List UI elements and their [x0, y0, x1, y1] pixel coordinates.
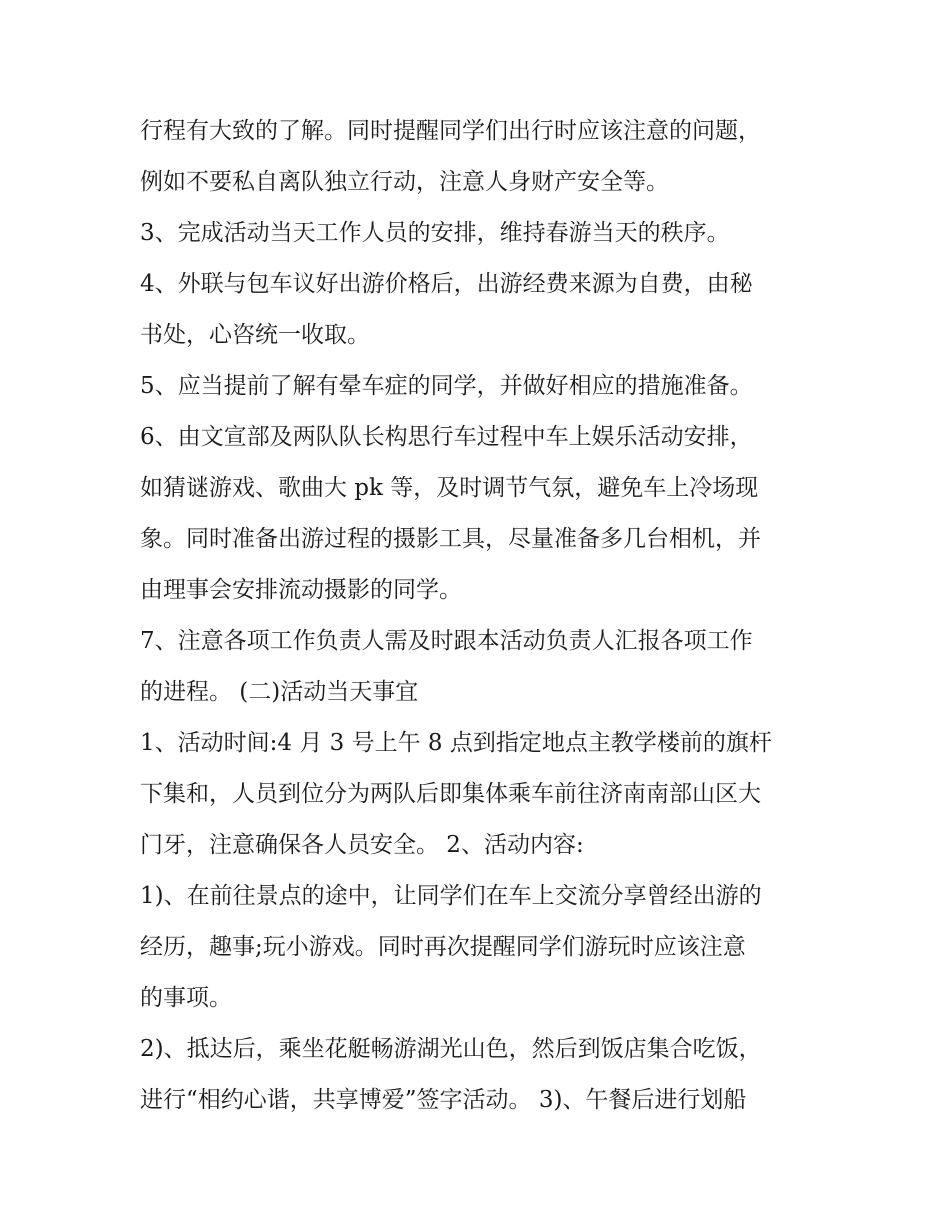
text-line: 书处，心咨统一收取。 [140, 322, 370, 348]
text-line: 进行“相约心谐，共享博爱”签字活动。 3)、午餐后进行划船 [140, 1087, 747, 1113]
text-line: 象。同时准备出游过程的摄影工具，尽量准备多几台相机，并 [140, 526, 761, 552]
text-line: 下集和，人员到位分为两队后即集体乘车前往济南南部山区大 [140, 781, 761, 807]
text-line: 例如不要私自离队独立行动，注意人身财产安全等。 [140, 169, 669, 195]
text-line: 经历，趣事;玩小游戏。同时再次提醒同学们游玩时应该注意 [140, 934, 746, 960]
text-line: 4、外联与包车议好出游价格后，出游经费来源为自费，由秘 [140, 271, 753, 297]
text-line: 的事项。 [140, 985, 232, 1011]
text-line: 6、由文宣部及两队队长构思行车过程中车上娱乐活动安排， [140, 424, 753, 450]
text-line: 2)、抵达后，乘坐花艇畅游湖光山色，然后到饭店集合吃饭， [140, 1036, 762, 1062]
body-text [140, 106, 840, 1126]
text-line: 3、完成活动当天工作人员的安排，维持春游当天的秩序。 [140, 220, 730, 246]
text-line: 由理事会安排流动摄影的同学。 [140, 577, 462, 603]
text-line: 1、活动时间:4 月 3 号上午 8 点到指定地点主教学楼前的旗杆 [140, 730, 772, 756]
text-line: 5、应当提前了解有晕车症的同学，并做好相应的措施准备。 [140, 373, 753, 399]
text-line: 门牙，注意确保各人员安全。 2、活动内容: [140, 832, 584, 858]
text-line: 行程有大致的了解。同时提醒同学们出行时应该注意的问题， [140, 118, 761, 144]
text-line: 的进程。 (二)活动当天事宜 [140, 679, 419, 705]
text-line: 1)、在前往景点的途中，让同学们在车上交流分享曾经出游的 [140, 883, 762, 909]
text-line: 7、注意各项工作负责人需及时跟本活动负责人汇报各项工作 [140, 628, 753, 654]
text-line: 如猜谜游戏、歌曲大 pk 等，及时调节气氛，避免车上冷场现 [140, 475, 759, 501]
